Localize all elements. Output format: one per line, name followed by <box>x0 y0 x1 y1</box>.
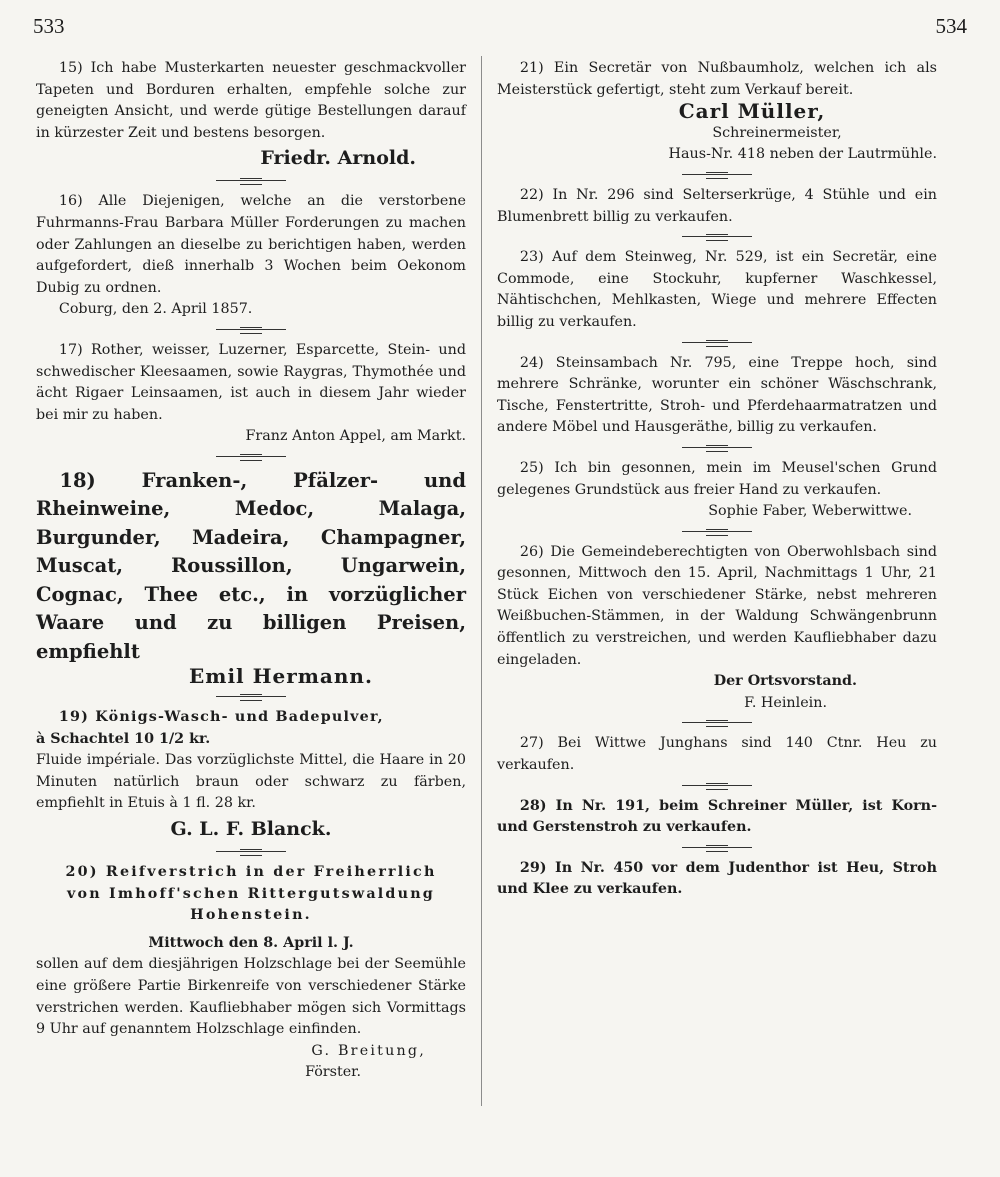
ad-21-text: 21) Ein Secretär von Nußbaumholz, welchen ich als Meisterstück gefertigt, steht zum Verkauf bereit. <box>497 60 937 98</box>
ad-20 <box>36 862 466 1084</box>
ad-20-title: Förster. <box>305 1064 361 1081</box>
ad-18-text: 18) Franken-, Pfälzer- und Rheinweine, Medoc, Malaga, Burgunder, Madeira, Champagner, Muscat, Roussillon, Ungarwein, Cognac, Thee etc., in vorzüglicher Waare und zu billigen Preisen, empfiehlt <box>36 468 466 663</box>
ad-28-text: 28) In Nr. 191, beim Schreiner Müller, ist Korn- und Gerstenstroh zu verkaufen. <box>497 797 937 836</box>
ad-29 <box>497 858 937 901</box>
ad-17-text: 17) Rother, weisser, Luzerner, Esparcette, Stein- und schwedischer Kleesaamen, sowie Raygras, Thymothée und ächt Rigaer Leinsaamen, ist auch in diesem Jahr wieder bei mir zu haben. <box>36 341 466 423</box>
ad-25-text: 25) Ich bin gesonnen, mein im Meusel'schen Grund gelegenes Grundstück aus freier Hand zu verkaufen. <box>497 459 937 498</box>
ad-20-text: sollen auf dem diesjährigen Holzschlage bei der Seemühle eine größere Partie Birkenreife von verschiedener Stärke verstrichen werden. Kaufliebhaber mögen sich Vormittags 9 Uhr auf genanntem Holzschlage einfinden. <box>36 956 466 1038</box>
ad-25-signature: Sophie Faber, Weberwittwe. <box>708 503 912 520</box>
ad-20-heading-1: 20) Reifverstrich in der Freiherrlich <box>65 863 437 880</box>
ad-23 <box>497 247 937 333</box>
separator <box>682 531 752 532</box>
separator <box>682 447 752 448</box>
page-number-right: 534 <box>935 14 967 38</box>
ad-20-heading-3: Hohenstein. <box>190 907 312 924</box>
ad-28 <box>497 796 937 839</box>
separator <box>216 696 286 697</box>
ad-20-signature: G. Breitung, <box>311 1042 426 1059</box>
left-column <box>36 58 466 1084</box>
separator <box>682 174 752 175</box>
ad-21-address: Haus-Nr. 418 neben der Lautrmühle. <box>668 146 937 163</box>
ad-16-text: 16) Alle Diejenigen, welche an die verstorbene Fuhrmanns-Frau Barbara Müller Forderungen zu machen oder Zahlungen an dieselbe zu berichtigen haben, werden aufgefordert, dieß innerhalb 3 Wochen beim Oekonom Dubig zu ordnen. <box>36 193 466 296</box>
ad-22 <box>497 185 937 228</box>
ad-15-signature: Friedr. Arnold. <box>260 147 416 170</box>
ad-21 <box>497 58 937 166</box>
ad-19 <box>36 707 466 843</box>
ad-25 <box>497 458 937 523</box>
ad-18-signature: Emil Hermann. <box>189 664 373 689</box>
separator <box>216 180 286 181</box>
ad-24 <box>497 353 937 439</box>
ad-26-signature: Der Ortsvorstand. <box>713 673 857 690</box>
ad-21-name: Carl Müller, <box>678 99 826 124</box>
ad-19-line1: 19) Königs-Wasch- und Badepulver, <box>58 709 384 725</box>
separator <box>216 456 286 457</box>
ad-26-text: 26) Die Gemeindeberechtigten von Oberwohlsbach sind gesonnen, Mittwoch den 15. April, Nachmittags 1 Uhr, 21 Stück Eichen von verschiedener Stärke, nebst mehreren Weißbuchen-Stämmen, in der Waldung Schwängenbrunn öffentlich zu verstreichen, und werden Kaufliebhaber dazu eingeladen. <box>497 543 937 668</box>
ad-18 <box>36 467 466 688</box>
separator <box>216 329 286 330</box>
ad-20-date: Mittwoch den 8. April l. J. <box>148 934 354 951</box>
ad-27-text: 27) Bei Wittwe Junghans sind 140 Ctnr. Heu zu verkaufen. <box>497 735 937 774</box>
ad-27 <box>497 733 937 776</box>
ad-19-signature: G. L. F. Blanck. <box>170 817 332 840</box>
ad-19-line2: à Schachtel 10 1/2 kr. <box>36 730 211 747</box>
ad-16 <box>36 191 466 321</box>
ad-15-text: 15) Ich habe Musterkarten neuester geschmackvoller Tapeten und Borduren erhalten, empfehle solche zur geneigten Ansicht, und werde gütige Bestellungen darauf in kürzester Zeit und bestens besorgen. <box>36 60 466 141</box>
ad-26-name: F. Heinlein. <box>744 694 827 711</box>
separator <box>216 851 286 852</box>
ad-20-heading-2: von Imhoff'schen Rittergutswaldung <box>66 885 436 902</box>
ad-23-text: 23) Auf dem Steinweg, Nr. 529, ist ein Secretär, eine Commode, eine Stockuhr, kupferner Waschkessel, Nähtischchen, Mehlkasten, Wiege und mehrere Effecten billig zu verkaufen. <box>497 249 937 330</box>
ad-29-text: 29) In Nr. 450 vor dem Judenthor ist Heu, Stroh und Klee zu verkaufen. <box>497 859 937 898</box>
ad-26 <box>497 542 937 715</box>
ad-19-text: Fluide impériale. Das vorzüglichste Mittel, die Haare in 20 Minuten natürlich braun oder schwarz zu färben, empfiehlt in Etuis à 1 fl. 28 kr. <box>36 752 466 812</box>
separator <box>682 847 752 848</box>
ad-24-text: 24) Steinsambach Nr. 795, eine Treppe hoch, sind mehrere Schränke, worunter ein schöner Wäschschrank, Tische, Fenstertritte, Stroh- und Pferdehaarmatratzen und andere Möbel und Hausgeräthe, billig zu verkaufen. <box>497 354 937 436</box>
right-column <box>497 58 937 901</box>
ad-21-title: Schreinermeister, <box>712 124 842 141</box>
column-divider <box>481 56 482 1106</box>
ad-15 <box>36 58 466 172</box>
separator <box>682 236 752 237</box>
ad-17 <box>36 340 466 448</box>
separator <box>682 785 752 786</box>
page-number-left: 533 <box>33 14 65 38</box>
separator <box>682 722 752 723</box>
separator <box>682 342 752 343</box>
ad-16-date: Coburg, den 2. April 1857. <box>58 301 253 318</box>
ad-17-signature: Franz Anton Appel, am Markt. <box>245 428 466 445</box>
ad-22-text: 22) In Nr. 296 sind Selterserkrüge, 4 Stühle und ein Blumenbrett billig zu verkaufen. <box>497 186 937 225</box>
